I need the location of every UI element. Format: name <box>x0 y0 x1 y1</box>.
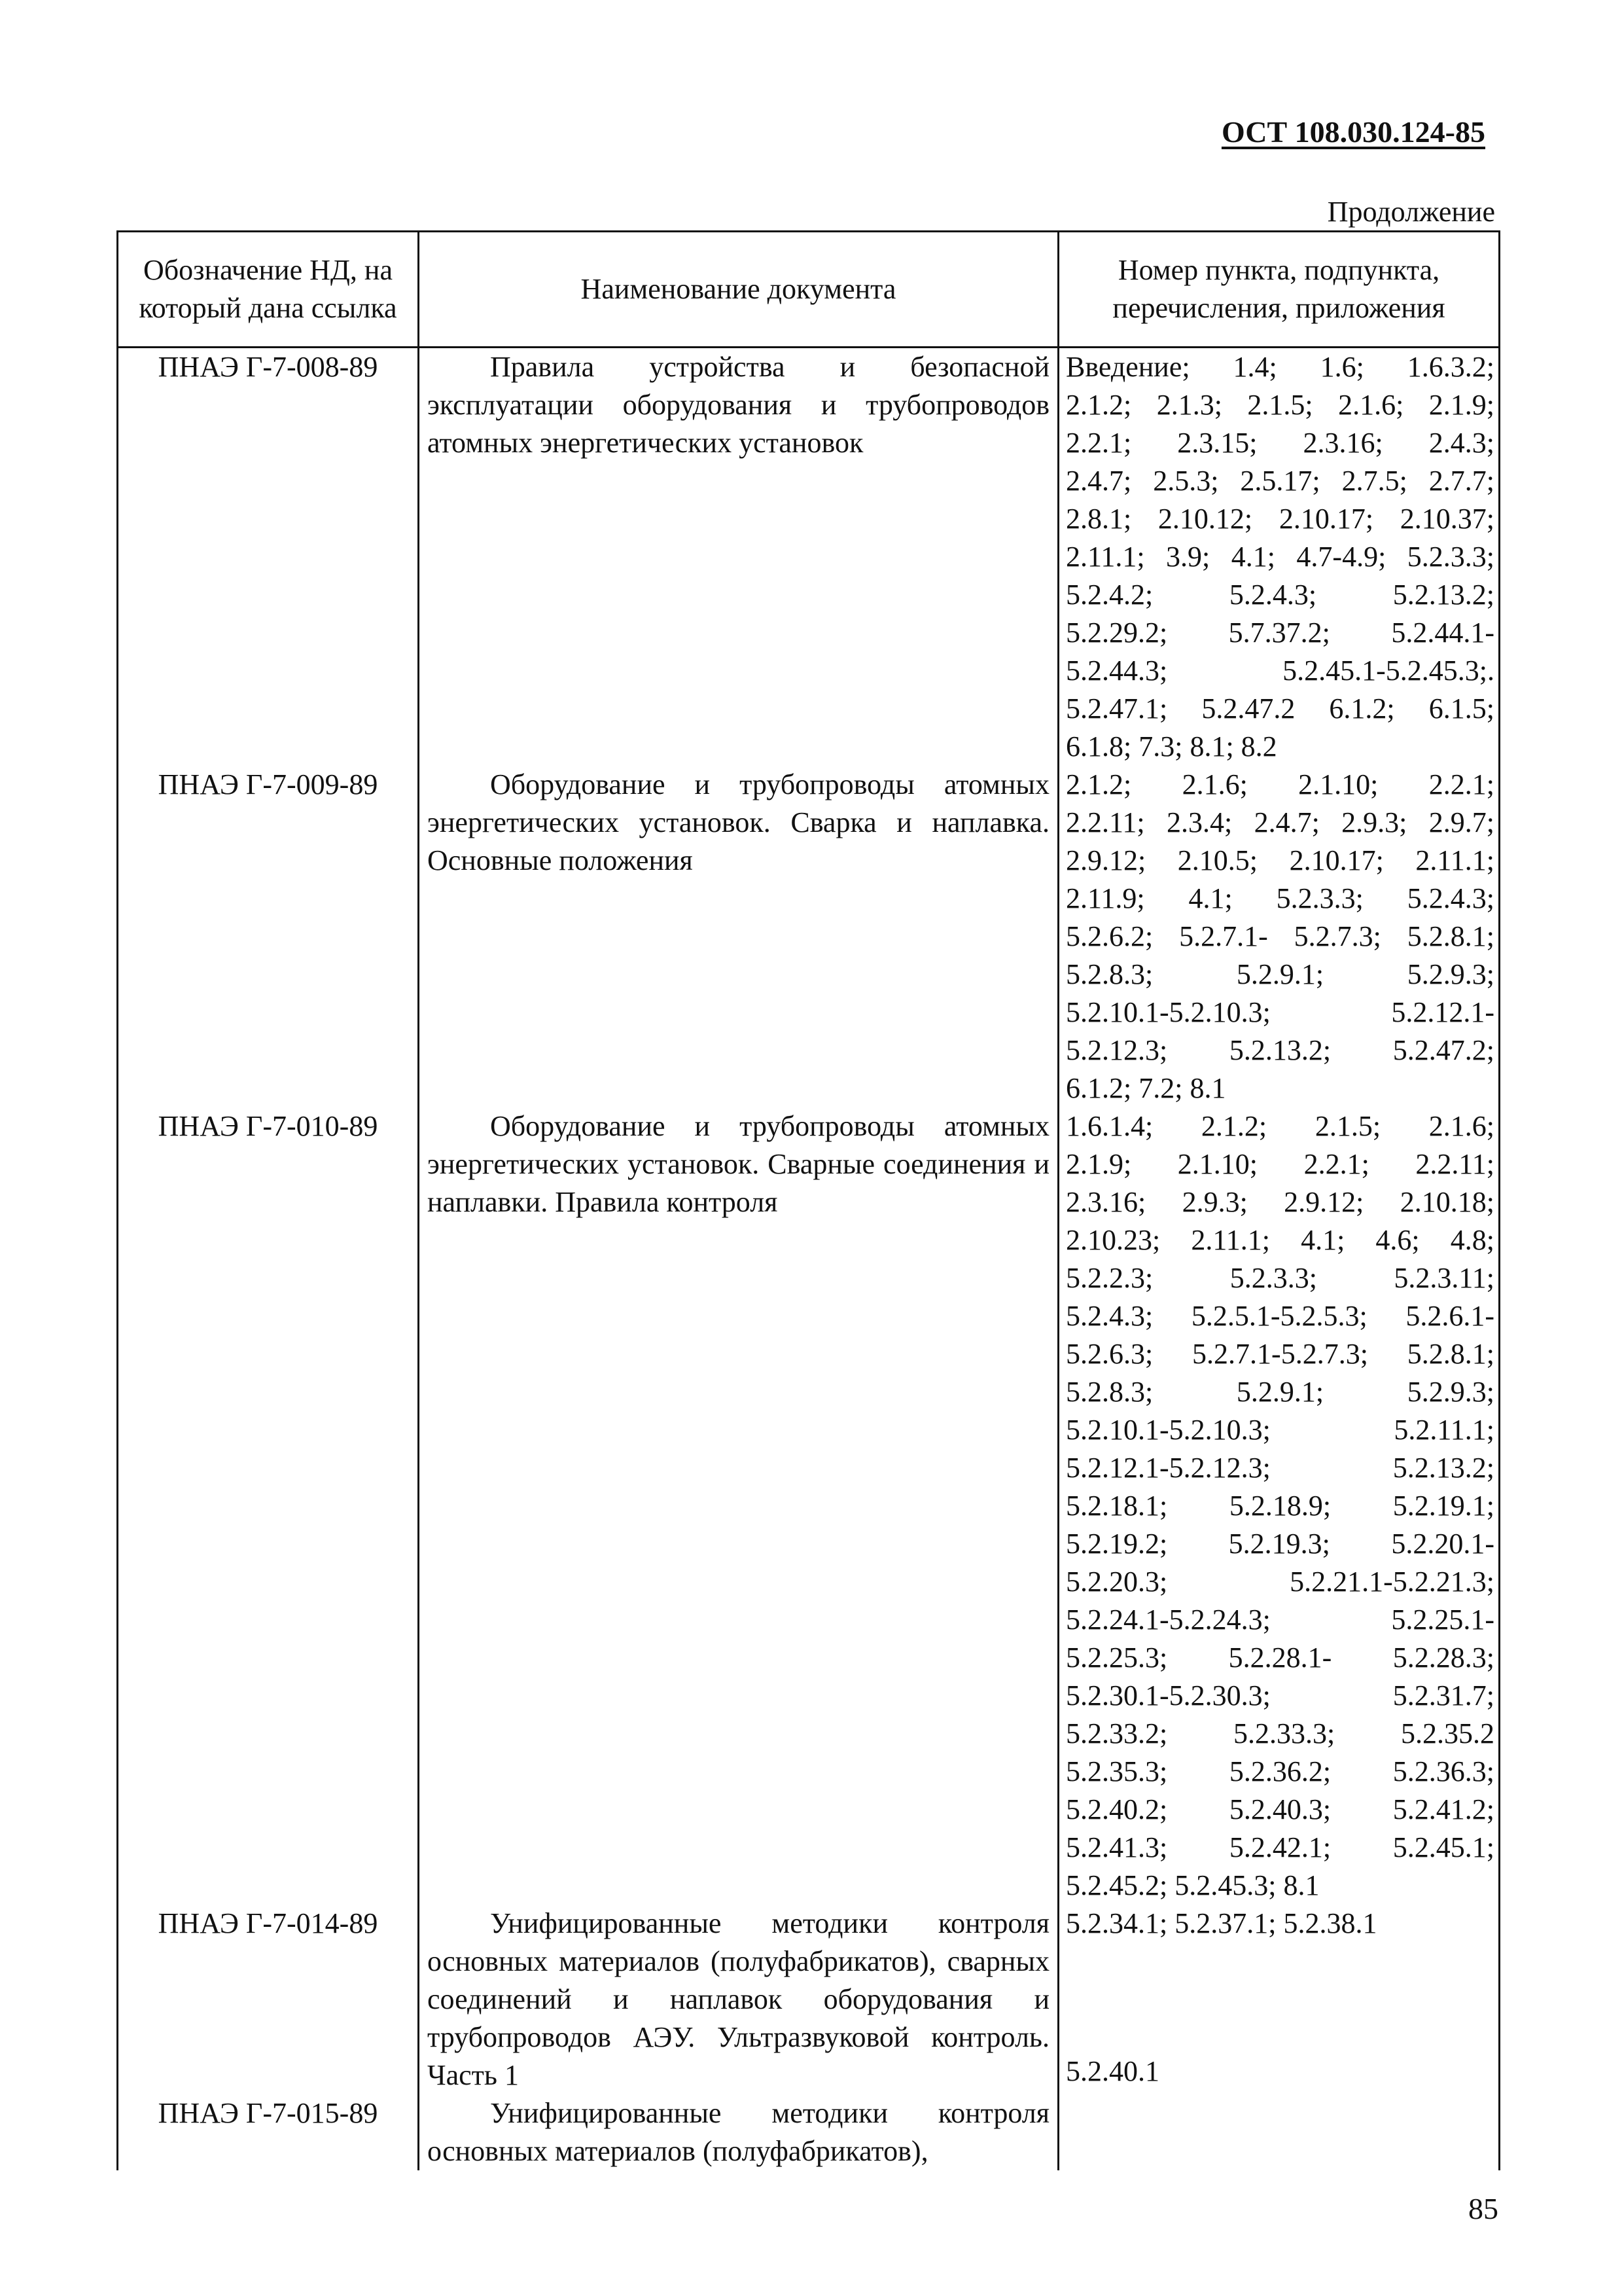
clause-line: 5.2.40.1 <box>1066 2055 1159 2087</box>
references-table <box>116 230 1500 2170</box>
clause-line: 5.2.10.1-5.2.10.3; 5.2.11.1; <box>1066 1414 1494 1446</box>
clause-line: 5.2.34.1; 5.2.37.1; 5.2.38.1 <box>1066 1907 1377 1939</box>
document-name-cell: Правила устройства и безопасной эксплуатации оборудования и трубопроводов атомных энергетических установок <box>419 348 1059 766</box>
clause-numbers-cell <box>1059 1107 1500 1905</box>
clause-spacer <box>1066 1943 1494 1979</box>
clause-line: 5.2.8.3; 5.2.9.1; 5.2.9.3; <box>1066 1376 1494 1408</box>
clause-line: 5.2.45.2; 5.2.45.3; 8.1 <box>1066 1869 1320 1901</box>
clause-line: 6.1.2; 7.2; 8.1 <box>1066 1072 1226 1104</box>
clause-line: 5.2.4.2; 5.2.4.3; 5.2.13.2; <box>1066 579 1494 611</box>
document-code: ОСТ 108.030.124-85 <box>1221 115 1485 149</box>
clause-line: 5.2.2.3; 5.2.3.3; 5.2.3.11; <box>1066 1262 1494 1294</box>
clause-line: 2.1.2; 2.1.6; 2.1.10; 2.2.1; <box>1066 768 1494 800</box>
table-row <box>118 1107 1500 1905</box>
clause-line: 5.2.6.3; 5.2.7.1-5.2.7.3; 5.2.8.1; <box>1066 1338 1494 1370</box>
clause-line: 2.1.9; 2.1.10; 2.2.1; 2.2.11; <box>1066 1148 1494 1180</box>
clause-line: 5.2.33.2; 5.2.33.3; 5.2.35.2 <box>1066 1717 1494 1749</box>
clause-line: 2.2.1; 2.3.15; 2.3.16; 2.4.3; <box>1066 427 1494 459</box>
clause-line: 1.6.1.4; 2.1.2; 2.1.5; 2.1.6; <box>1066 1110 1494 1142</box>
clause-line: 2.1.2; 2.1.3; 2.1.5; 2.1.6; 2.1.9; <box>1066 389 1494 421</box>
clause-line: 2.2.11; 2.3.4; 2.4.7; 2.9.3; 2.9.7; <box>1066 806 1494 838</box>
clause-line: 5.2.12.1-5.2.12.3; 5.2.13.2; <box>1066 1452 1494 1484</box>
clause-line: 5.2.40.2; 5.2.40.3; 5.2.41.2; <box>1066 1793 1494 1825</box>
clause-line: 5.2.35.3; 5.2.36.2; 5.2.36.3; <box>1066 1755 1494 1787</box>
clause-line: 5.2.44.3; 5.2.45.1-5.2.45.3;. <box>1066 655 1494 687</box>
clause-line: 5.2.18.1; 5.2.18.9; 5.2.19.1; <box>1066 1490 1494 1522</box>
clause-line: 5.2.30.1-5.2.30.3; 5.2.31.7; <box>1066 1679 1494 1712</box>
table-row <box>118 348 1500 766</box>
clause-line: 5.2.29.2; 5.7.37.2; 5.2.44.1- <box>1066 617 1494 649</box>
clause-numbers-cell <box>1059 2094 1500 2170</box>
clause-line: 5.2.4.3; 5.2.5.1-5.2.5.3; 5.2.6.1- <box>1066 1300 1494 1332</box>
clause-line: 2.8.1; 2.10.12; 2.10.17; 2.10.37; <box>1066 503 1494 535</box>
designation-cell: ПНАЭ Г-7-009-89 <box>118 766 419 1107</box>
clause-spacer <box>1066 2016 1494 2053</box>
clause-numbers-cell <box>1059 348 1500 766</box>
designation-cell: ПНАЭ Г-7-008-89 <box>118 348 419 766</box>
clause-line: 2.3.16; 2.9.3; 2.9.12; 2.10.18; <box>1066 1186 1494 1218</box>
clause-line: 5.2.6.2; 5.2.7.1- 5.2.7.3; 5.2.8.1; <box>1066 920 1494 952</box>
column-header-clause-numbers: Номер пункта, подпункта, перечисления, приложения <box>1059 232 1500 348</box>
table-row <box>118 2094 1500 2170</box>
clause-line: 5.2.25.3; 5.2.28.1- 5.2.28.3; <box>1066 1641 1494 1674</box>
table-header-row <box>118 232 1500 348</box>
clause-spacer <box>1066 1979 1494 2016</box>
designation-cell: ПНАЭ Г-7-014-89 <box>118 1905 419 2094</box>
clause-line: 5.2.47.1; 5.2.47.2 6.1.2; 6.1.5; <box>1066 692 1494 725</box>
table-row <box>118 1905 1500 2094</box>
clause-line: 5.2.41.3; 5.2.42.1; 5.2.45.1; <box>1066 1831 1494 1863</box>
clause-line: Введение; 1.4; 1.6; 1.6.3.2; <box>1066 351 1494 383</box>
clause-line: 5.2.10.1-5.2.10.3; 5.2.12.1- <box>1066 996 1494 1028</box>
document-name-cell: Оборудование и трубопроводы атомных энергетических установок. Сварные соединения и наплавки. Правила контроля <box>419 1107 1059 1905</box>
column-header-designation: Обозначение НД, на который дана ссылка <box>118 232 419 348</box>
document-name-cell: Унифицированные методики контроля основных материалов (полуфабрикатов), сварных соединений и наплавок оборудования и трубопроводов АЭУ. Ультразвуковой контроль. Часть 1 <box>419 1905 1059 2094</box>
clause-line: 6.1.8; 7.3; 8.1; 8.2 <box>1066 730 1277 762</box>
clause-line: 2.4.7; 2.5.3; 2.5.17; 2.7.5; 2.7.7; <box>1066 465 1494 497</box>
designation-cell: ПНАЭ Г-7-010-89 <box>118 1107 419 1905</box>
clause-line: 5.2.12.3; 5.2.13.2; 5.2.47.2; <box>1066 1034 1494 1066</box>
clause-line: 5.2.24.1-5.2.24.3; 5.2.25.1- <box>1066 1604 1494 1636</box>
page-number: 85 <box>1468 2192 1498 2225</box>
clause-numbers-cell <box>1059 1905 1500 2094</box>
clause-line: 5.2.19.2; 5.2.19.3; 5.2.20.1- <box>1066 1528 1494 1560</box>
clause-line: 2.11.1; 3.9; 4.1; 4.7-4.9; 5.2.3.3; <box>1066 541 1494 573</box>
designation-cell: ПНАЭ Г-7-015-89 <box>118 2094 419 2170</box>
table-row <box>118 766 1500 1107</box>
clause-line: 5.2.8.3; 5.2.9.1; 5.2.9.3; <box>1066 958 1494 990</box>
document-name-cell: Унифицированные методики контроля основных материалов (полуфабрикатов), <box>419 2094 1059 2170</box>
clause-line: 2.10.23; 2.11.1; 4.1; 4.6; 4.8; <box>1066 1224 1494 1256</box>
document-name-cell: Оборудование и трубопроводы атомных энергетических установок. Сварка и наплавка. Основные положения <box>419 766 1059 1107</box>
continuation-label: Продолжение <box>1327 196 1495 228</box>
clause-numbers-cell <box>1059 766 1500 1107</box>
clause-line: 2.11.9; 4.1; 5.2.3.3; 5.2.4.3; <box>1066 882 1494 914</box>
column-header-document-name: Наименование документа <box>419 232 1059 348</box>
clause-line: 2.9.12; 2.10.5; 2.10.17; 2.11.1; <box>1066 844 1494 876</box>
clause-line: 5.2.20.3; 5.2.21.1-5.2.21.3; <box>1066 1566 1494 1598</box>
